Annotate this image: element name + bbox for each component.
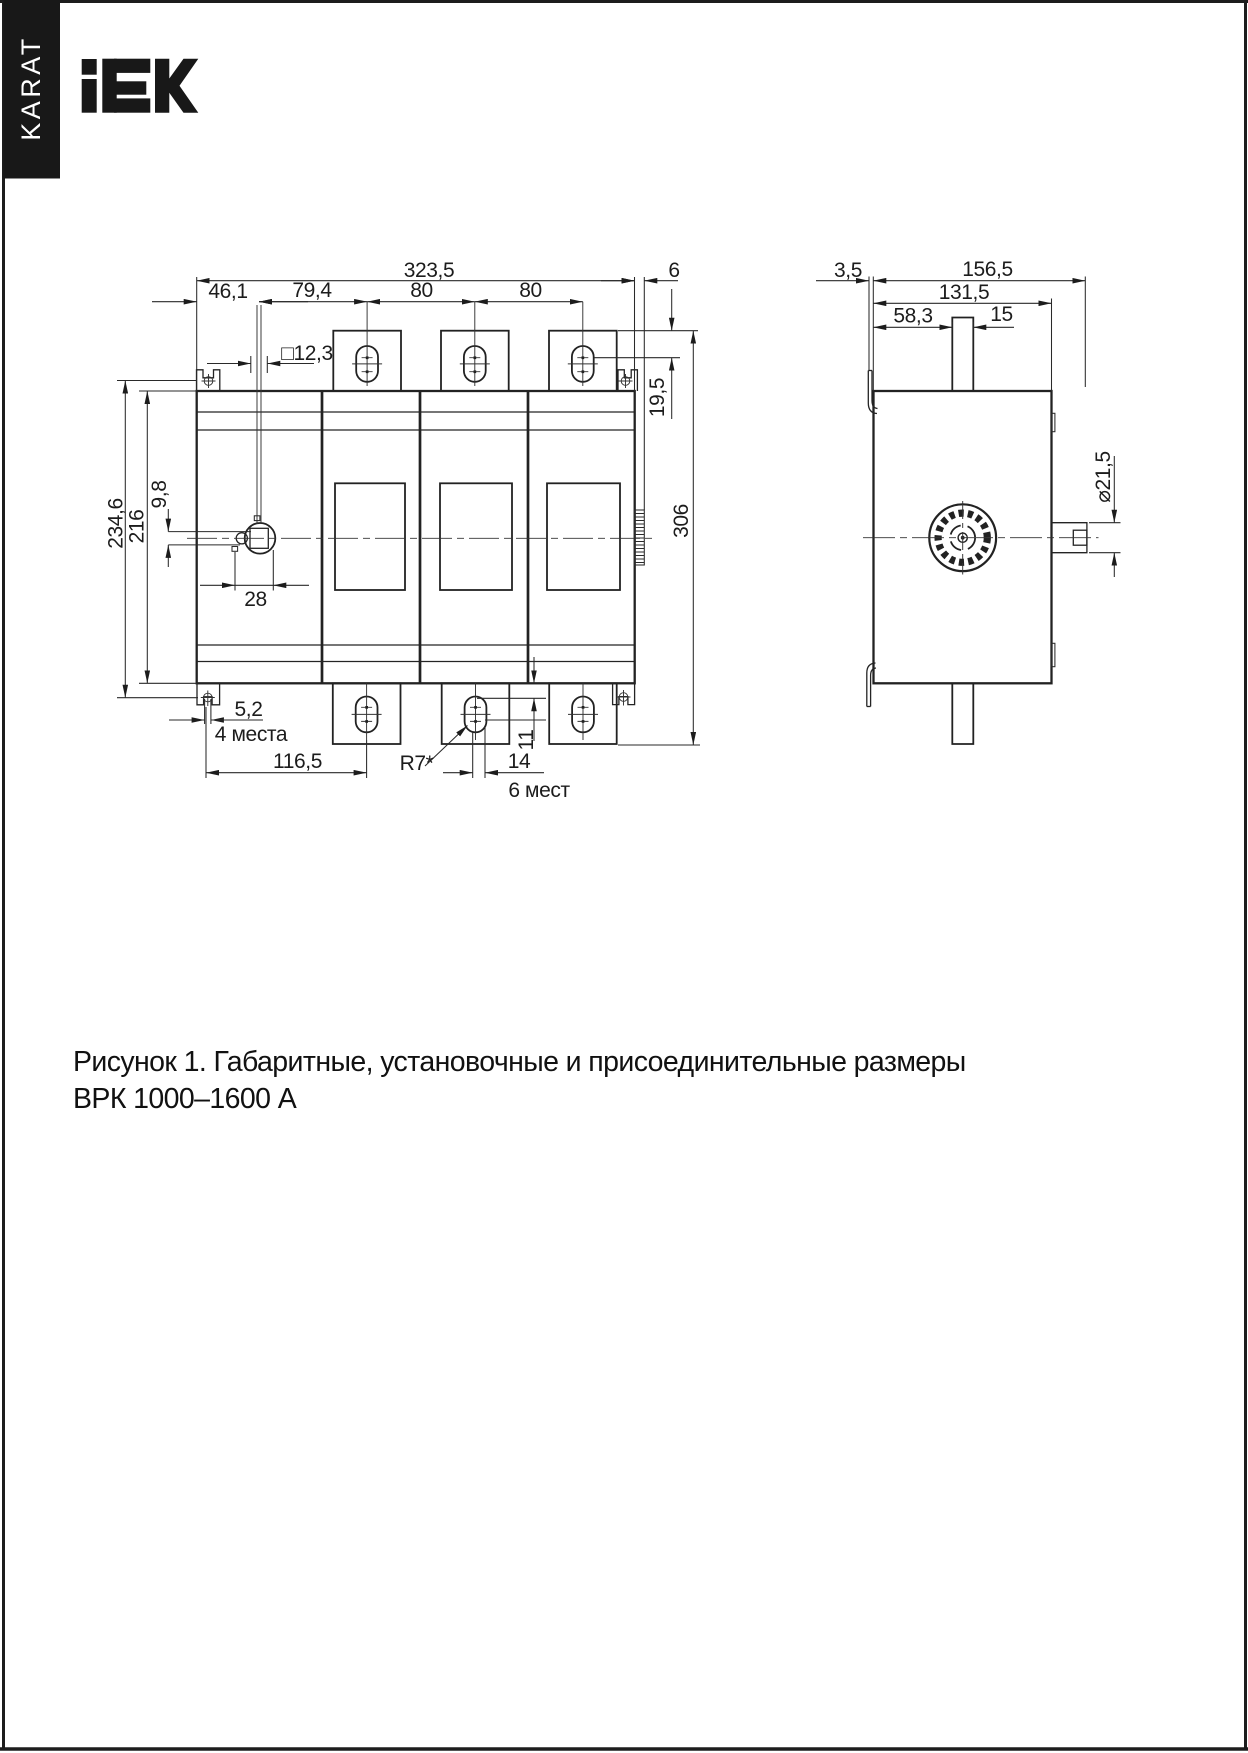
dim-slot-pitch: 14 [507,750,531,773]
dim-bracket-offset: 3,5 [834,259,862,282]
shaft-vertical-centerline [257,305,261,524]
side-dimension-labels [834,258,1115,503]
dim-body-height: 216 [125,509,149,544]
dim-mount-slot-width: 5,2 [234,698,263,721]
iek-logo-k [155,59,198,113]
dim-terminal-thickness: 15 [990,303,1013,326]
front-bottom-terminals [333,683,617,744]
front-body-bands [197,412,635,662]
dim-pole-pitch-2: 80 [410,279,433,302]
dim-shaft-square: □12,3 [281,342,333,365]
dim-terminal-offset: 58,3 [893,304,933,328]
dim-handle-offset: 9,8 [148,480,171,509]
side-latch-lower [1052,643,1055,666]
interlock-rack [635,510,645,565]
side-view-drawing [816,258,1121,744]
karat-banner [4,0,61,179]
dim-overall-width: 323,5 [403,259,455,282]
karat-banner-label: KARAT [16,35,46,141]
dim-shaft-boss-width: 28 [244,588,267,611]
front-dimension-labels [105,259,694,802]
front-pole-dividers [322,391,528,683]
side-bottom-terminal [952,683,973,744]
front-drive-shaft [232,516,275,554]
dim-overall-height: 306 [670,504,693,538]
dim-mount-left: 46,1 [208,280,248,303]
side-mounting-hooks [867,371,878,707]
front-dimension-lines [125,281,693,773]
dim-pole-pitch-1: 79,4 [292,279,332,302]
side-latch-upper [1052,413,1055,431]
iek-logo-e-top [114,59,150,73]
iek-logo-e-bottom [114,98,150,112]
dim-mount-to-terminal: 116,5 [273,750,322,773]
dim-slot-radius: R7* [399,752,434,775]
front-body-outline [197,391,635,683]
iek-logo-i-dot [82,59,97,75]
dim-pole-pitch-3: 80 [519,279,542,302]
iek-logo-i-stem [82,79,97,113]
side-dimension-lines [816,281,1114,577]
iek-logo-e-mid [114,81,146,94]
dim-terminal-hole-offset: 19,5 [646,377,669,418]
front-top-terminals [333,302,616,391]
iek-logo [82,59,199,113]
dim-mounting-height: 234,6 [104,498,128,549]
label-mount-slot-places: 4 места [214,723,288,746]
dim-overall-depth: 156,5 [962,258,1013,281]
caption-line-2: ВРК 1000–1600 А [73,1083,297,1115]
front-view-drawing [105,259,701,802]
dim-shaft-diameter: ⌀21,5 [1092,451,1115,503]
dim-body-depth: 131,5 [938,281,990,304]
caption-line-1: Рисунок 1. Габаритные, установочные и присоединительные размеры [73,1046,966,1078]
dim-slot-edge-offset: 11 [515,729,538,751]
dim-rack-width: 6 [668,259,680,282]
label-terminal-slot-places: 6 мест [508,779,570,802]
front-pole-windows [335,483,620,590]
figure-caption [73,1046,966,1115]
side-top-terminal [952,318,973,392]
